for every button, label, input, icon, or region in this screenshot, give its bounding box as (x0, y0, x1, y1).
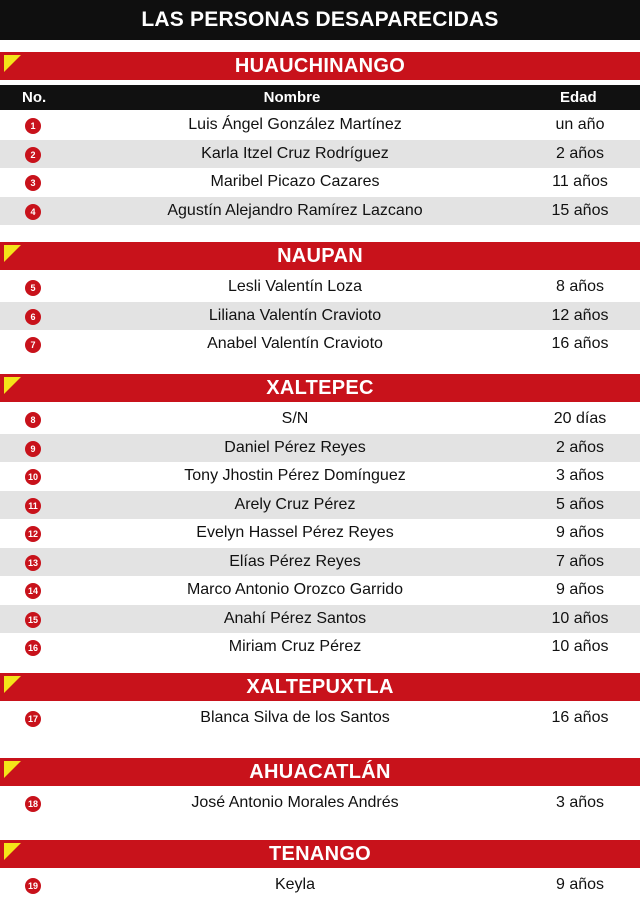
person-name: José Antonio Morales Andrés (191, 794, 399, 811)
row-number-badge: 15 (25, 612, 41, 628)
column-header-no: No. (22, 89, 47, 106)
section-header (0, 242, 640, 270)
section-header (0, 374, 640, 402)
person-age: 2 años (555, 438, 605, 456)
row-number-badge: 8 (25, 412, 41, 428)
table-row (0, 111, 640, 140)
person-age: 12 años (551, 306, 609, 324)
table-row (0, 330, 640, 359)
person-name: Agustín Alejandro Ramírez Lazcano (167, 201, 423, 219)
column-headers (0, 85, 640, 110)
section-header (0, 673, 640, 701)
person-age: 11 años (552, 173, 608, 190)
table-row (0, 168, 640, 197)
table-row (0, 576, 640, 605)
row-number-badge: 10 (25, 469, 41, 485)
person-age: 8 años (555, 278, 605, 295)
person-name: Karla Itzel Cruz Rodríguez (201, 144, 389, 162)
row-number-badge: 6 (25, 309, 41, 325)
person-name: Evelyn Hassel Pérez Reyes (196, 524, 394, 541)
person-name: Marco Antonio Orozco Garrido (186, 581, 404, 598)
person-name: Luis Ángel González Martínez (188, 116, 402, 133)
person-age: 3 años (555, 794, 605, 811)
person-age: 5 años (555, 495, 605, 513)
section-name: HUAUCHINANGO (234, 54, 406, 77)
person-name: Elías Pérez Reyes (229, 552, 361, 570)
section-header (0, 52, 640, 80)
person-age: 9 años (555, 581, 605, 598)
table-row (0, 789, 640, 818)
corner-flag-icon (4, 676, 21, 693)
person-age: 16 años (551, 709, 609, 726)
row-number-badge: 16 (25, 640, 41, 656)
row-number-badge: 5 (25, 280, 41, 296)
table-row (0, 871, 640, 900)
row-number-badge: 14 (25, 583, 41, 599)
person-age: 3 años (555, 467, 605, 484)
person-name: S/N (281, 410, 309, 427)
row-number-badge: 1 (25, 118, 41, 134)
page-title: LAS PERSONAS DESAPARECIDAS (0, 0, 640, 40)
corner-flag-icon (4, 245, 21, 262)
table-row (0, 633, 640, 662)
row-number-badge: 7 (25, 337, 41, 353)
table-row (0, 462, 640, 491)
person-age: 9 años (555, 876, 605, 893)
person-age: 10 años (551, 638, 609, 655)
person-name: Anabel Valentín Cravioto (207, 335, 383, 352)
person-age: 16 años (551, 335, 609, 352)
row-number-badge: 19 (25, 878, 41, 894)
section-name: XALTEPEC (266, 376, 374, 399)
section-name: XALTEPUXTLA (246, 675, 394, 698)
person-name: Blanca Silva de los Santos (200, 709, 390, 726)
table-row (0, 302, 640, 331)
corner-flag-icon (4, 843, 21, 860)
row-number-badge: 18 (25, 796, 41, 812)
row-number-badge: 17 (25, 711, 41, 727)
row-number-badge: 11 (25, 498, 41, 514)
corner-flag-icon (4, 761, 21, 778)
person-name: Lesli Valentín Loza (227, 278, 362, 295)
column-header-edad: Edad (560, 89, 597, 106)
corner-flag-icon (4, 55, 21, 72)
table-row (0, 491, 640, 520)
person-name: Arely Cruz Pérez (234, 495, 356, 513)
row-number-badge: 2 (25, 147, 41, 163)
person-name: Maribel Picazo Cazares (210, 173, 380, 190)
table-row (0, 273, 640, 302)
row-number-badge: 12 (25, 526, 41, 542)
table-row (0, 605, 640, 634)
section-header (0, 840, 640, 868)
person-name: Liliana Valentín Cravioto (208, 306, 382, 324)
person-age: 10 años (551, 609, 609, 627)
person-age: 2 años (555, 144, 605, 162)
person-age: 9 años (555, 524, 605, 541)
person-age: 20 días (553, 410, 607, 427)
row-number-badge: 3 (25, 175, 41, 191)
row-number-badge: 13 (25, 555, 41, 571)
section-name: NAUPAN (277, 244, 363, 267)
column-header-nombre: Nombre (263, 89, 321, 106)
person-name: Anahí Pérez Santos (223, 609, 367, 627)
person-name: Tony Jhostin Pérez Domínguez (184, 467, 406, 484)
person-age: 15 años (551, 201, 609, 219)
person-name: Keyla (274, 876, 316, 893)
row-number-badge: 9 (25, 441, 41, 457)
table-row (0, 197, 640, 226)
corner-flag-icon (4, 377, 21, 394)
person-name: Daniel Pérez Reyes (224, 438, 366, 456)
row-number-badge: 4 (25, 204, 41, 220)
section-name: AHUACATLÁN (249, 760, 391, 783)
table-row (0, 140, 640, 169)
person-name: Miriam Cruz Pérez (228, 638, 362, 655)
section-name: TENANGO (268, 842, 372, 865)
person-age: un año (555, 116, 605, 133)
table-row (0, 548, 640, 577)
section-header (0, 758, 640, 786)
table-row (0, 704, 640, 733)
person-age: 7 años (555, 552, 605, 570)
table-row (0, 519, 640, 548)
table-row (0, 434, 640, 463)
table-row (0, 405, 640, 434)
